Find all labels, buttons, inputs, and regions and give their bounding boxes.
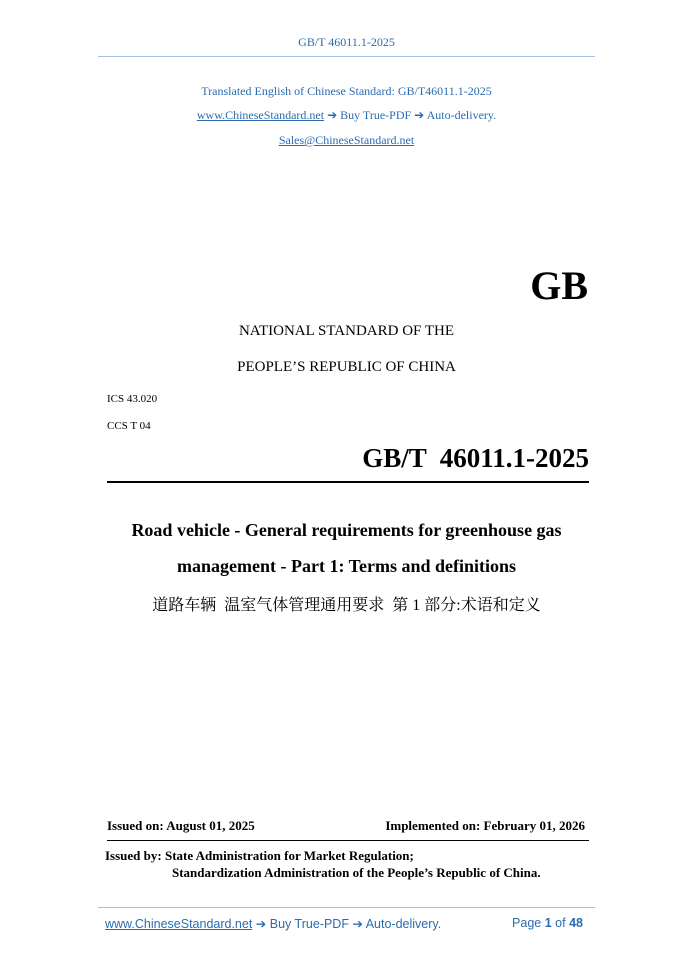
issuer-line2: Standardization Administration of the People’s Republic of China. bbox=[172, 865, 541, 880]
arrow-icon: ➔ bbox=[255, 917, 267, 931]
standard-number: GB/T 46011.1-2025 bbox=[362, 443, 589, 473]
title-cn: 道路车辆 温室气体管理通用要求 第 1 部分:术语和定义 bbox=[152, 597, 541, 614]
arrow-icon: ➔ bbox=[327, 108, 338, 122]
page-indicator bbox=[512, 916, 583, 930]
dates-rule bbox=[107, 840, 589, 841]
footer-buy-line bbox=[105, 916, 441, 931]
arrow-icon: ➔ bbox=[414, 108, 425, 122]
page-of-label: of bbox=[555, 916, 566, 930]
title-en-line1: Road vehicle - General requirements for greenhouse gas bbox=[131, 520, 562, 540]
footer-divider bbox=[98, 907, 595, 908]
auto-delivery-text: Auto-delivery. bbox=[426, 108, 497, 122]
sales-email-link[interactable]: Sales@ChineseStandard.net bbox=[278, 133, 415, 147]
ccs-code: CCS T 04 bbox=[107, 420, 151, 432]
national-standard-line2: PEOPLE’S REPUBLIC OF CHINA bbox=[237, 359, 456, 375]
promo-buy-line bbox=[0, 108, 693, 123]
implemented-date: Implemented on: February 01, 2026 bbox=[385, 818, 585, 833]
title-en-line2: management - Part 1: Terms and definitions bbox=[177, 556, 516, 576]
site-link[interactable]: www.ChineseStandard.net bbox=[196, 108, 325, 122]
standard-number-rule bbox=[107, 481, 589, 483]
page-current: 1 bbox=[544, 916, 552, 930]
buy-true-pdf-text: Buy True-PDF bbox=[340, 108, 412, 122]
footer-buy-true-pdf-text: Buy True-PDF bbox=[269, 917, 349, 931]
national-standard-line1: NATIONAL STANDARD OF THE bbox=[238, 323, 455, 339]
page-label: Page bbox=[512, 916, 542, 930]
ics-code: ICS 43.020 bbox=[107, 393, 158, 405]
footer-auto-delivery-text: Auto-delivery. bbox=[365, 917, 442, 931]
running-header: GB/T 46011.1-2025 bbox=[298, 35, 395, 49]
promo-line: Translated English of Chinese Standard: GB/T46011.1-2025 bbox=[201, 84, 492, 98]
gb-mark: GB bbox=[530, 263, 588, 308]
issuer-line1: Issued by: State Administration for Market Regulation; bbox=[105, 848, 414, 863]
page-total: 48 bbox=[569, 916, 583, 930]
email-line bbox=[0, 133, 693, 148]
footer-site-link[interactable]: www.ChineseStandard.net bbox=[105, 917, 253, 931]
issued-date: Issued on: August 01, 2025 bbox=[107, 818, 255, 833]
arrow-icon: ➔ bbox=[352, 917, 363, 931]
header-divider bbox=[98, 56, 595, 57]
